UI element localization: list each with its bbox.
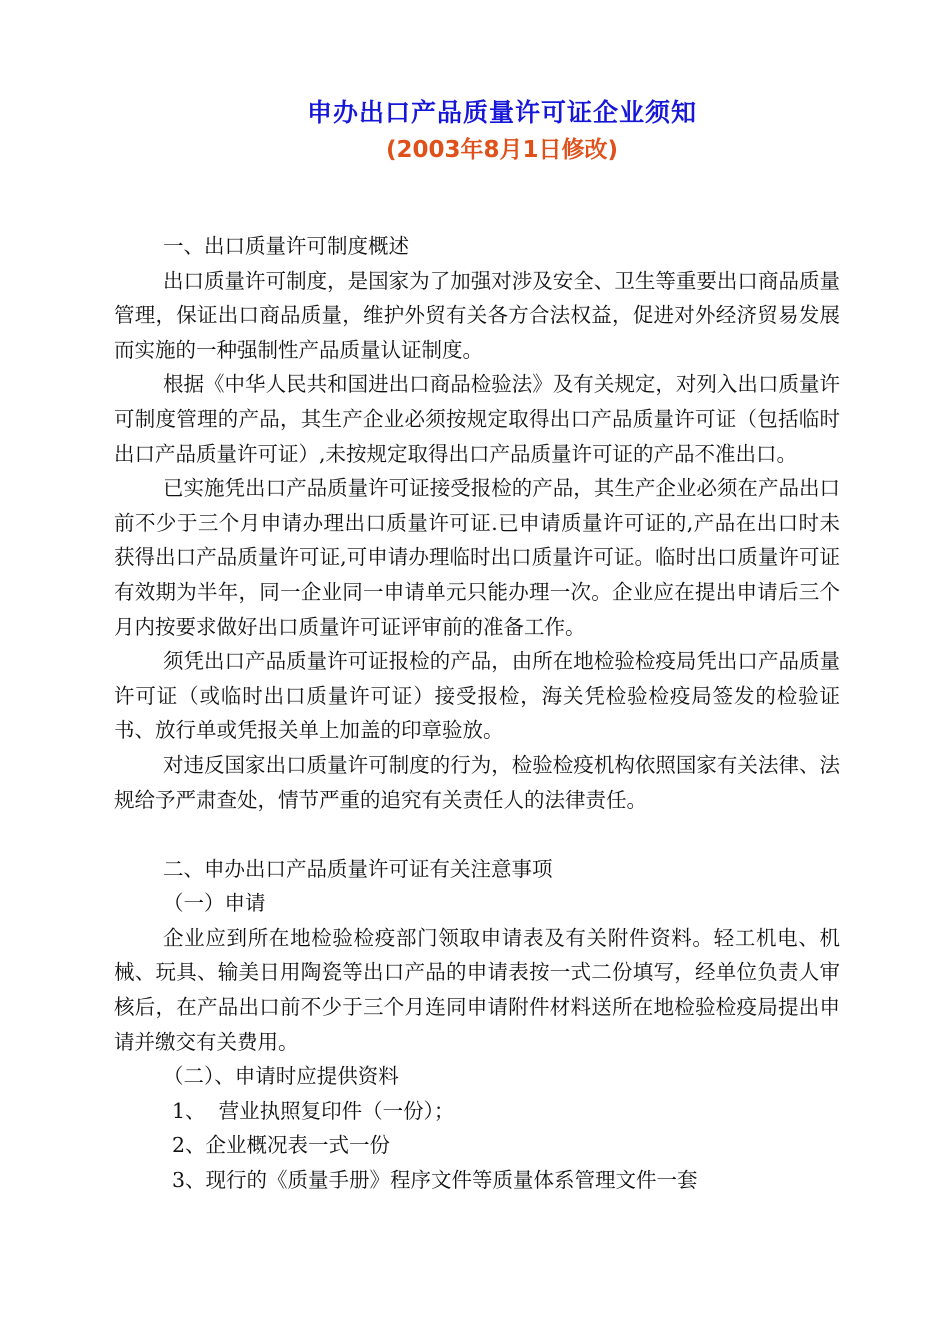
paragraph: 出口质量许可制度，是国家为了加强对涉及安全、卫生等重要出口商品质量管理，保证出口商品质量，维护外贸有关各方合法权益，促进对外经济贸易发展而实施的一种强制性产品质量认证制度。	[114, 268, 840, 362]
document-body	[114, 229, 840, 1198]
document-subtitle: (2003年8月1日修改)	[385, 137, 619, 163]
paragraph: 须凭出口产品质量许可证报检的产品，由所在地检验检疫局凭出口产品质量许可证（或临时出口质量许可证）接受报检，海关凭检验检疫局签发的检验证书、放行单或凭报关单上加盖的印章验放。	[114, 649, 840, 743]
section-heading: 二、申办出口产品质量许可证有关注意事项	[163, 856, 553, 881]
list-item: 3、现行的《质量手册》程序文件等质量体系管理文件一套	[172, 1168, 698, 1193]
section-heading: 一、出口质量许可制度概述	[163, 234, 409, 258]
section-spacer	[114, 817, 840, 852]
paragraph: 对违反国家出口质量许可制度的行为，检验检疫机构依照国家有关法律、法规给予严肃查处，情节严重的追究有关责任人的法律责任。	[114, 752, 840, 812]
subsection-heading: （一）申请	[163, 891, 266, 916]
paragraph: 已实施凭出口产品质量许可证接受报检的产品，其生产企业必须在产品出口前不少于三个月申请办理出口质量许可证.已申请质量许可证的,产品在出口时未获得出口产品质量许可证,可申请办理临时出口质量许可证。临时出口质量许可证有效期为半年，同一企业同一申请单元只能办理一次。企业应在提出申请后三个月内按要求做好出口质量许可证评审前的准备工作。	[114, 476, 840, 639]
paragraph: 企业应到所在地检验检疫部门领取申请表及有关附件资料。轻工机电、机械、玩具、输美日用陶瓷等出口产品的申请表按一式二份填写，经单位负责人审核后，在产品出口前不少于三个月连同申请附件材料送所在地检验检疫局提出申请并缴交有关费用。	[114, 925, 840, 1054]
document-title: 申办出口产品质量许可证企业须知	[306, 98, 697, 127]
list-item: 1、 营业执照复印件（一份）；	[172, 1098, 455, 1123]
subsection-heading: （二）、申请时应提供资料	[163, 1064, 399, 1089]
paragraph: 根据《中华人民共和国进出口商品检验法》及有关规定，对列入出口质量许可制度管理的产品，其生产企业必须按规定取得出口产品质量许可证（包括临时出口产品质量许可证）,未按规定取得出口产品质量许可证的产品不准出口。	[114, 372, 840, 466]
list-item: 2、企业概况表一式一份	[172, 1133, 391, 1158]
